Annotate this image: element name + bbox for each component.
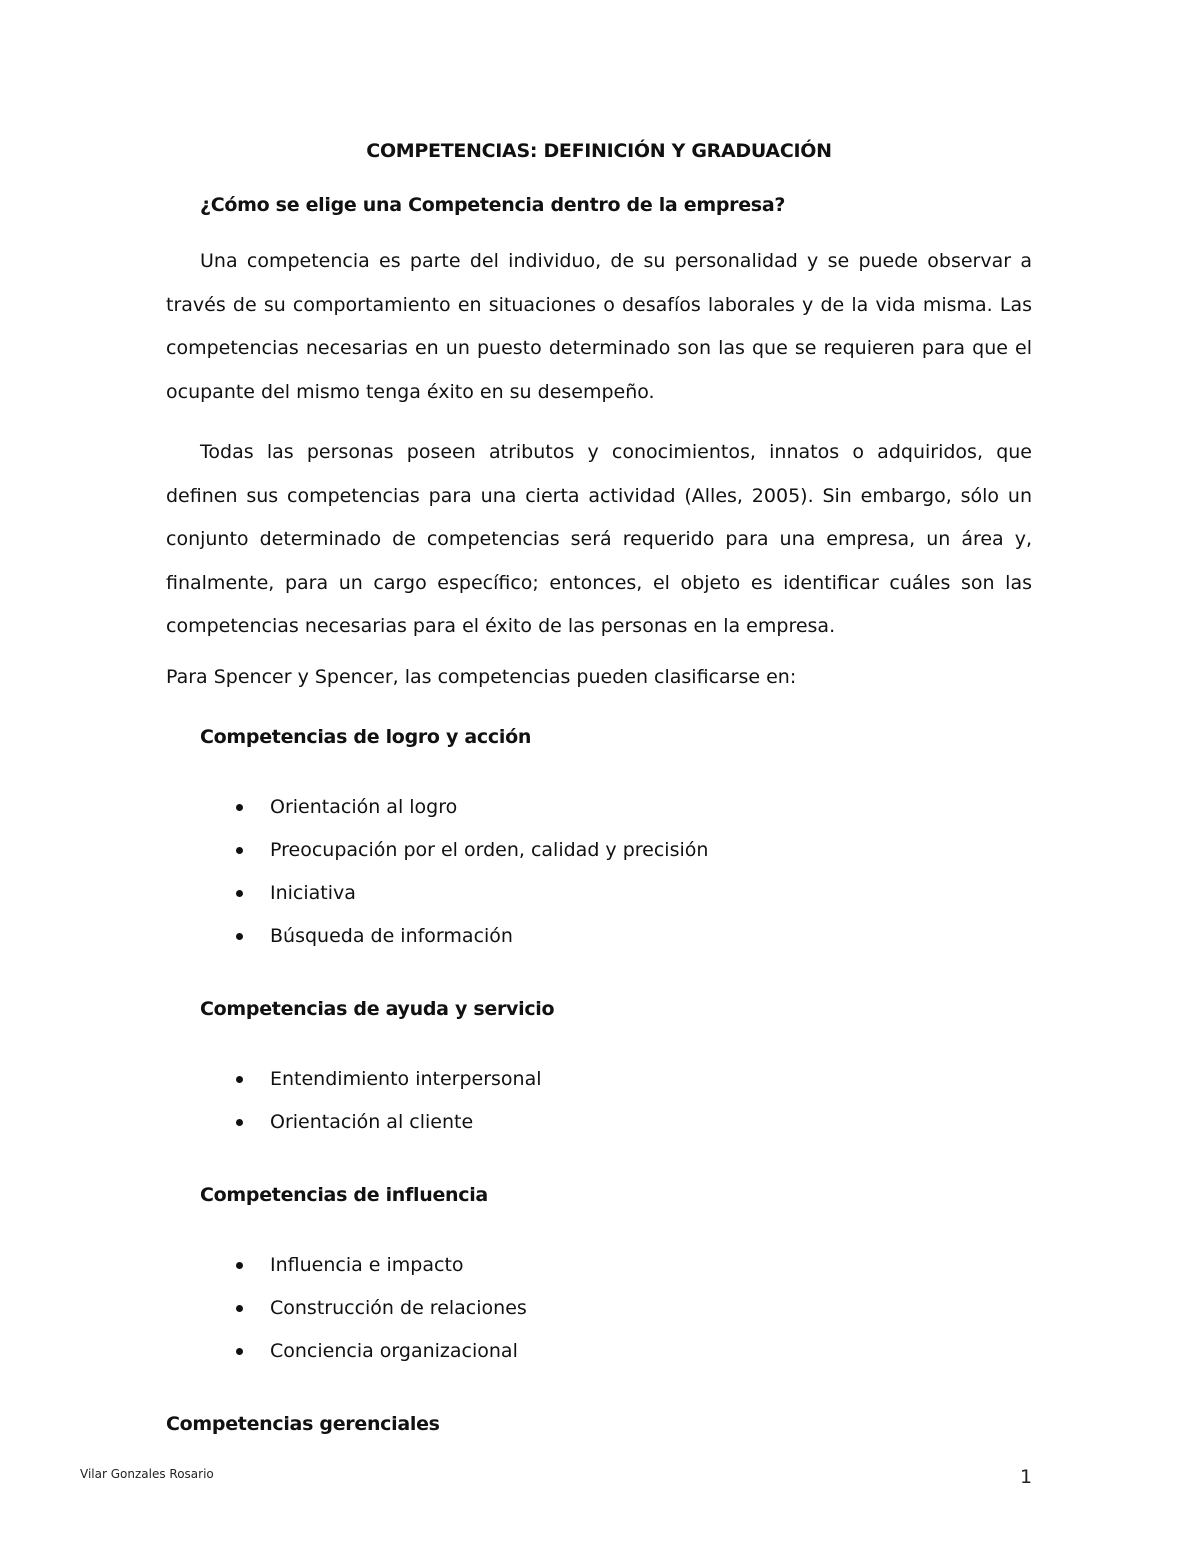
list-item — [166, 1287, 1032, 1330]
section-heading-influencia: Competencias de influencia — [200, 1183, 488, 1206]
section-heading-gerenciales: Competencias gerenciales — [166, 1412, 440, 1435]
list-ayuda — [166, 1058, 1032, 1144]
intro-text: Para Spencer y Spencer, las competencias pueden clasificarse en: — [166, 665, 797, 688]
list-item — [166, 1244, 1032, 1287]
section-question: ¿Cómo se elige una Competencia dentro de la empresa? — [200, 194, 786, 216]
paragraph: Una competencia es parte del individuo, de su personalidad y se puede observar a través de su comportamiento en situaciones o desafíos laborales y de la vida misma. Las competencias necesarias en un puesto determinado son las que se requieren para que el ocupante del mismo tenga éxito en su desempeño. — [166, 250, 1032, 403]
footer-author: Vilar Gonzales Rosario — [80, 1467, 214, 1481]
list-item-label: Orientación al cliente — [270, 1110, 474, 1133]
list-item-label: Entendimiento interpersonal — [270, 1067, 542, 1090]
bullet-icon — [236, 1348, 243, 1355]
section-heading-ayuda: Competencias de ayuda y servicio — [200, 997, 555, 1020]
list-item — [166, 915, 1032, 958]
list-item — [166, 829, 1032, 872]
document-body — [166, 140, 1032, 1473]
page-number: 1 — [1020, 1466, 1033, 1488]
section-heading-logro: Competencias de logro y acción — [200, 725, 532, 748]
bullet-icon — [236, 804, 243, 811]
list-item-label: Influencia e impacto — [270, 1253, 464, 1276]
list-item — [166, 786, 1032, 829]
document-title: COMPETENCIAS: DEFINICIÓN Y GRADUACIÓN — [366, 140, 832, 162]
list-item-label: Búsqueda de información — [270, 924, 513, 947]
bullet-icon — [236, 890, 243, 897]
list-influencia — [166, 1244, 1032, 1373]
list-item-label: Conciencia organizacional — [270, 1339, 518, 1362]
list-item — [166, 1101, 1032, 1144]
list-item-label: Preocupación por el orden, calidad y precisión — [270, 838, 709, 861]
list-item-label: Iniciativa — [270, 881, 356, 904]
list-item — [166, 1058, 1032, 1101]
bullet-icon — [236, 1119, 243, 1126]
list-item-label: Construcción de relaciones — [270, 1296, 527, 1319]
bullet-icon — [236, 933, 243, 940]
bullet-icon — [236, 847, 243, 854]
list-item-label: Orientación al logro — [270, 795, 458, 818]
bullet-icon — [236, 1262, 243, 1269]
list-logro — [166, 786, 1032, 958]
bullet-icon — [236, 1305, 243, 1312]
list-item — [166, 872, 1032, 915]
paragraph: Todas las personas poseen atributos y conocimientos, innatos o adquiridos, que definen sus competencias para una cierta actividad (Alles, 2005). Sin embargo, sólo un conjunto determinado de competencias será requerido para una empresa, un área y, finalmente, para un cargo específico; entonces, el objeto es identificar cuáles son las competencias necesarias para el éxito de las personas en la empresa. — [166, 441, 1032, 637]
list-item — [166, 1330, 1032, 1373]
bullet-icon — [236, 1076, 243, 1083]
